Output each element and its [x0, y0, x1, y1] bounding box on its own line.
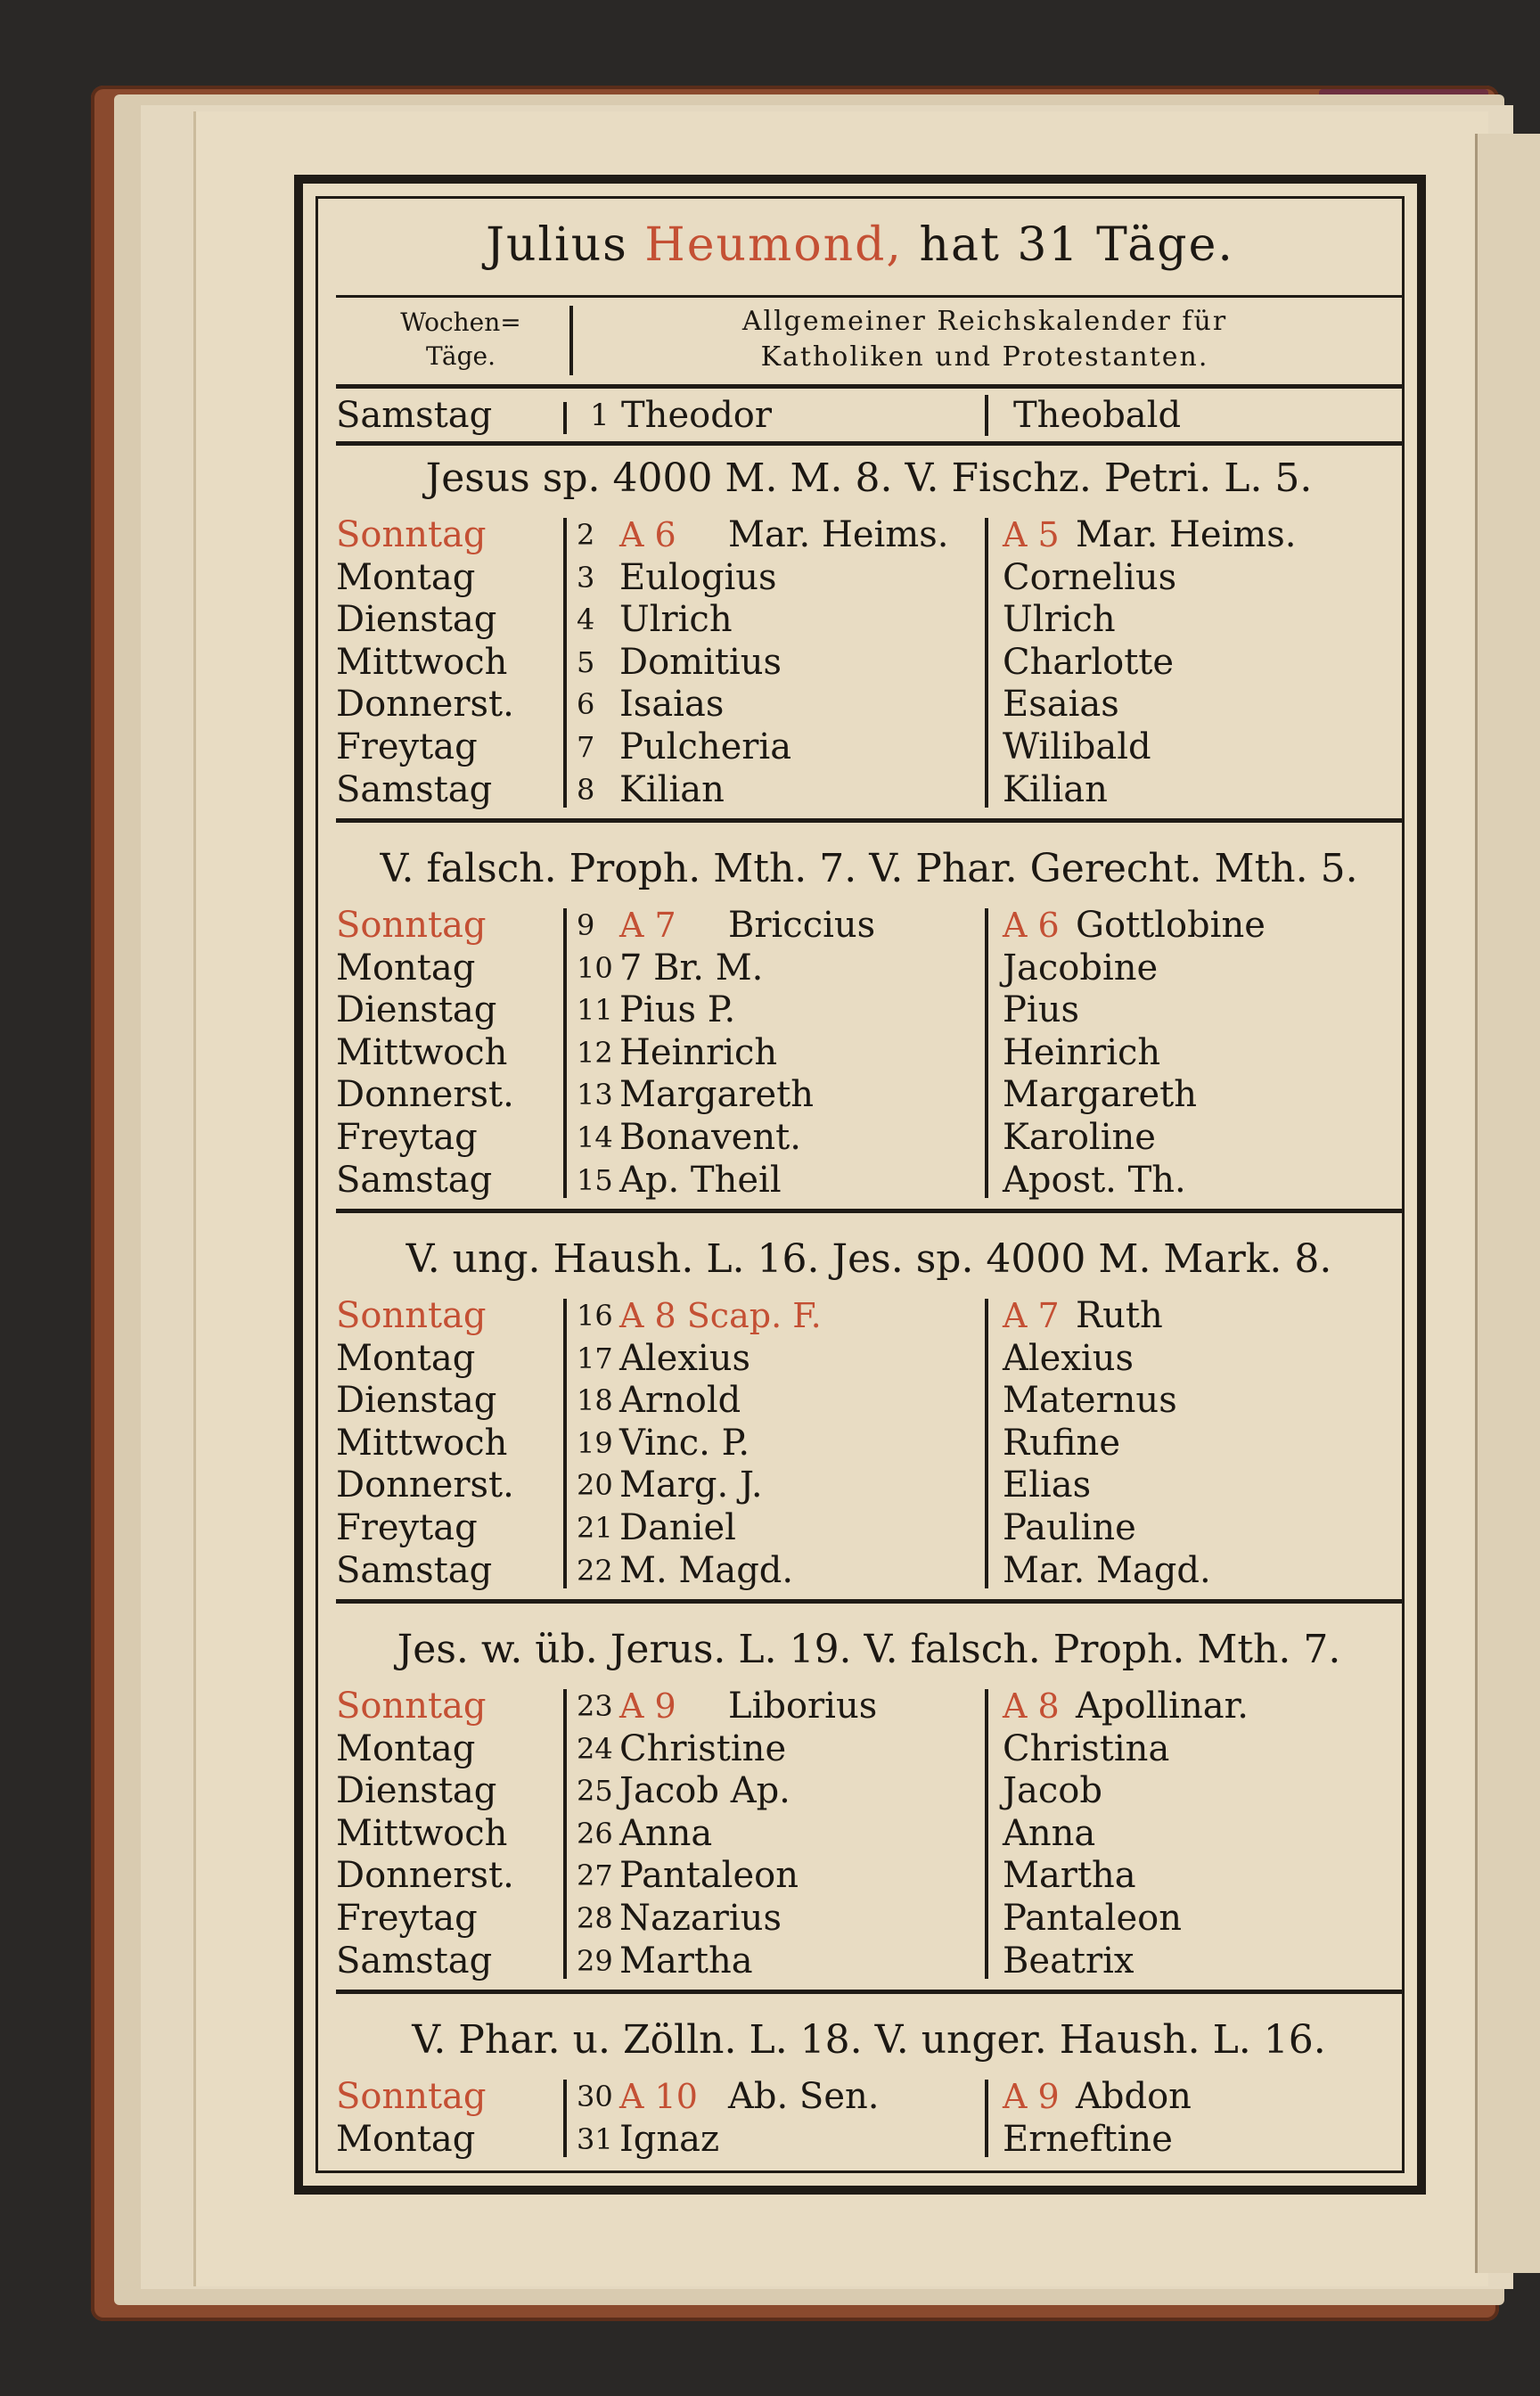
- weekday-divider: [563, 2080, 567, 2157]
- protestant-saint: Gottlobine: [1076, 905, 1266, 946]
- facing-page-edge: [1475, 134, 1540, 2273]
- day-number: 6: [577, 687, 595, 722]
- day-number: 4: [577, 603, 595, 637]
- catholic-saint: Martha: [619, 1940, 753, 1982]
- weekday-cell: Dienstag: [336, 599, 497, 641]
- weekday-cell: Sonntag: [336, 905, 487, 946]
- day-number: 13: [577, 1078, 613, 1112]
- catholic-saint: Kilian: [619, 768, 725, 810]
- weekday-cell: Samstag: [336, 768, 493, 810]
- protestant-saint: Beatrix: [1003, 1940, 1135, 1982]
- protestant-saint: Kilian: [1003, 768, 1108, 810]
- protestant-saint: Abdon: [1076, 2076, 1192, 2117]
- protestant-saint: Alexius: [1003, 1337, 1134, 1379]
- day-number: 22: [577, 1553, 613, 1588]
- protestant-sunday-letter: A 6: [1003, 906, 1060, 945]
- weekday-divider: [563, 1299, 567, 1588]
- weekday-cell: Donnerst.: [336, 684, 514, 726]
- header-rule: [336, 384, 1402, 389]
- day-number: 21: [577, 1511, 613, 1545]
- catholic-saint: Nazarius: [619, 1898, 782, 1939]
- week-rule: [336, 818, 1402, 823]
- protestant-saint: Maternus: [1003, 1380, 1177, 1422]
- day-number: 26: [577, 1816, 613, 1850]
- weekday-cell: Freytag: [336, 1898, 478, 1939]
- protestant-saint: Pius: [1003, 989, 1079, 1031]
- calendar-header-line1: Allgemeiner Reichskalender für: [741, 306, 1228, 337]
- protestant-saint: Margareth: [1003, 1074, 1198, 1116]
- weekday-cell: Mittwoch: [336, 1812, 508, 1854]
- day-number: 15: [577, 1162, 613, 1197]
- weekday-cell: Samstag: [336, 395, 493, 436]
- weekday-cell: Freytag: [336, 1117, 478, 1158]
- catholic-saint: Mar. Heims.: [728, 514, 949, 555]
- protestant-saint: Cornelius: [1003, 556, 1177, 598]
- week-gospel-reading: V. falsch. Proph. Mth. 7. V. Phar. Gerecht. Mth. 5.: [380, 846, 1358, 891]
- weekday-cell: Montag: [336, 2118, 476, 2160]
- month-name: Julius: [486, 218, 628, 272]
- day-number: 12: [577, 1035, 613, 1070]
- denomination-divider: [985, 908, 988, 1198]
- protestant-saint: Pauline: [1003, 1507, 1136, 1548]
- week-gospel-reading: Jesus sp. 4000 M. M. 8. V. Fischz. Petri. L. 5.: [425, 455, 1313, 501]
- calendar-frame: [294, 175, 1426, 2195]
- protestant-saint: Esaias: [1003, 684, 1119, 726]
- weekday-cell: Donnerst.: [336, 1465, 514, 1506]
- weekday-cell: Freytag: [336, 1507, 478, 1548]
- day-number: 14: [577, 1120, 613, 1154]
- weekday-cell: Mittwoch: [336, 1422, 508, 1464]
- weekday-divider: [563, 1689, 567, 1979]
- weekday-divider: [563, 908, 567, 1198]
- day-number: 30: [577, 2080, 613, 2113]
- header-divider: [569, 306, 573, 375]
- catholic-saint: Eulogius: [619, 556, 777, 598]
- weekday-cell: Samstag: [336, 1159, 493, 1201]
- day-number: 3: [577, 560, 595, 595]
- weekday-divider: [563, 518, 567, 808]
- month-days-count: hat 31 Täge.: [919, 218, 1234, 272]
- day-number: 7: [577, 730, 595, 764]
- catholic-sunday-letter: A 10: [619, 2077, 698, 2116]
- day-number: 5: [577, 644, 595, 679]
- catholic-saint: 7 Br. M.: [619, 947, 764, 989]
- catholic-saint: Alexius: [619, 1337, 750, 1379]
- catholic-saint: Briccius: [728, 905, 876, 946]
- day-number: 25: [577, 1774, 613, 1809]
- day-number: 11: [577, 993, 613, 1028]
- protestant-saint: Wilibald: [1003, 726, 1151, 767]
- catholic-saint: Pius P.: [619, 989, 736, 1031]
- catholic-saint: Margareth: [619, 1074, 815, 1116]
- weekday-cell: Sonntag: [336, 514, 487, 555]
- protestant-saint: Theobald: [1013, 395, 1182, 436]
- day-number: 10: [577, 950, 613, 985]
- day-number: 28: [577, 1901, 613, 1935]
- catholic-sunday-letter: A 7: [619, 906, 676, 945]
- protestant-saint: Pantaleon: [1003, 1898, 1182, 1939]
- weekday-cell: Mittwoch: [336, 1031, 508, 1073]
- day-number: 17: [577, 1341, 613, 1375]
- weekday-cell: Dienstag: [336, 1380, 497, 1422]
- weekday-cell: Donnerst.: [336, 1855, 514, 1897]
- protestant-saint: Rufine: [1003, 1422, 1120, 1464]
- denomination-divider: [985, 1689, 988, 1979]
- catholic-saint: Marg. J.: [619, 1465, 763, 1506]
- protestant-saint: Anna: [1003, 1812, 1096, 1854]
- weekday-cell: Montag: [336, 1727, 476, 1769]
- catholic-sunday-letter: A 8 Scap. F.: [619, 1296, 822, 1335]
- weekday-column-header: Wochen= Täge.: [400, 308, 521, 371]
- weekday-cell: Sonntag: [336, 1686, 487, 1727]
- week-rule: [336, 1990, 1402, 1994]
- column-header: [336, 300, 1402, 381]
- catholic-saint: Theodor: [621, 395, 773, 436]
- day-number: 23: [577, 1689, 613, 1723]
- protestant-saint: Jacob: [1003, 1770, 1102, 1812]
- catholic-saint: Ap. Theil: [619, 1159, 782, 1201]
- protestant-saint: Heinrich: [1003, 1031, 1161, 1073]
- day-number: 24: [577, 1731, 613, 1766]
- weekday-cell: Dienstag: [336, 1770, 497, 1812]
- denomination-divider: [985, 518, 988, 808]
- month-old-name: Heumond,: [644, 218, 903, 272]
- weekday-cell: Mittwoch: [336, 641, 508, 683]
- protestant-saint: Apollinar.: [1076, 1686, 1249, 1727]
- day-number: 19: [577, 1425, 613, 1460]
- title-rule: [336, 295, 1402, 298]
- protestant-saint: Jacobine: [1003, 947, 1159, 989]
- catholic-saint: M. Magd.: [619, 1549, 794, 1591]
- day-number: 18: [577, 1383, 613, 1418]
- catholic-saint: Arnold: [619, 1380, 741, 1422]
- catholic-saint: Anna: [619, 1812, 713, 1854]
- week-gospel-reading: V. ung. Haush. L. 16. Jes. sp. 4000 M. Mark. 8.: [405, 1236, 1332, 1282]
- day-number: 31: [577, 2121, 613, 2156]
- catholic-saint: Liborius: [728, 1686, 878, 1727]
- day-number: 29: [577, 1943, 613, 1978]
- catholic-saint: Heinrich: [619, 1031, 778, 1073]
- catholic-saint: Domitius: [619, 641, 782, 683]
- catholic-saint: Bonavent.: [619, 1117, 801, 1158]
- catholic-saint: Pulcheria: [619, 726, 792, 767]
- day-number: 9: [577, 908, 595, 942]
- catholic-saint: Ab. Sen.: [728, 2076, 880, 2117]
- weekday-cell: Sonntag: [336, 2076, 487, 2117]
- weekday-cell: Montag: [336, 556, 476, 598]
- calendar-column-header: [577, 304, 1393, 375]
- weekday-cell: Montag: [336, 1337, 476, 1379]
- denomination-divider: [985, 1299, 988, 1588]
- day-number: 27: [577, 1859, 613, 1893]
- protestant-saint: Martha: [1003, 1855, 1136, 1897]
- week-gospel-reading: V. Phar. u. Zölln. L. 18. V. unger. Haush. L. 16.: [412, 2017, 1326, 2063]
- weekday-cell: Montag: [336, 947, 476, 989]
- protestant-saint: Ruth: [1076, 1295, 1163, 1336]
- protestant-saint: Christina: [1003, 1727, 1170, 1769]
- weekday-cell: Samstag: [336, 1940, 493, 1982]
- protestant-sunday-letter: A 5: [1003, 515, 1060, 554]
- protestant-saint: Karoline: [1003, 1117, 1156, 1158]
- day-number: 1: [590, 398, 610, 433]
- catholic-saint: Vinc. P.: [619, 1422, 750, 1464]
- catholic-saint: Pantaleon: [619, 1855, 799, 1897]
- catholic-saint: Isaias: [619, 684, 725, 726]
- weekday-cell: Samstag: [336, 1549, 493, 1591]
- protestant-sunday-letter: A 9: [1003, 2077, 1060, 2116]
- protestant-sunday-letter: A 8: [1003, 1686, 1060, 1726]
- weekday-cell: Dienstag: [336, 989, 497, 1031]
- protestant-saint: Apost. Th.: [1003, 1159, 1186, 1201]
- protestant-saint: Charlotte: [1003, 641, 1175, 683]
- weekday-cell: Sonntag: [336, 1295, 487, 1336]
- week-rule: [336, 1209, 1402, 1213]
- protestant-saint: Mar. Heims.: [1076, 514, 1297, 555]
- denomination-divider: [985, 2080, 988, 2157]
- catholic-saint: Ulrich: [619, 599, 733, 641]
- calendar-header-line2: Katholiken und Protestanten.: [760, 341, 1209, 373]
- protestant-saint: Mar. Magd.: [1003, 1549, 1211, 1591]
- day-number: 20: [577, 1468, 613, 1503]
- week-gospel-reading: Jes. w. üb. Jerus. L. 19. V. falsch. Proph. Mth. 7.: [397, 1627, 1341, 1672]
- catholic-saint: Ignaz: [619, 2118, 720, 2160]
- catholic-sunday-letter: A 6: [619, 515, 676, 554]
- week-rule: [336, 441, 1402, 446]
- calendar-inner-frame: [315, 196, 1405, 2173]
- protestant-saint: Elias: [1003, 1465, 1092, 1506]
- first-row-divider: [563, 402, 567, 434]
- month-title: [318, 218, 1402, 281]
- catholic-saint: Christine: [619, 1727, 787, 1769]
- day-number: 8: [577, 772, 595, 807]
- catholic-sunday-letter: A 9: [619, 1686, 676, 1726]
- protestant-saint: Erneftine: [1003, 2118, 1173, 2160]
- weekday-cell: Donnerst.: [336, 1074, 514, 1116]
- day-number: 16: [577, 1299, 613, 1333]
- week-rule: [336, 1599, 1402, 1604]
- day-number: 2: [577, 518, 595, 552]
- protestant-saint: Ulrich: [1003, 599, 1116, 641]
- catholic-saint: Jacob Ap.: [619, 1770, 790, 1812]
- weekday-cell: Freytag: [336, 726, 478, 767]
- catholic-saint: Daniel: [619, 1507, 736, 1548]
- protestant-sunday-letter: A 7: [1003, 1296, 1060, 1335]
- first-row-divider-2: [985, 395, 988, 436]
